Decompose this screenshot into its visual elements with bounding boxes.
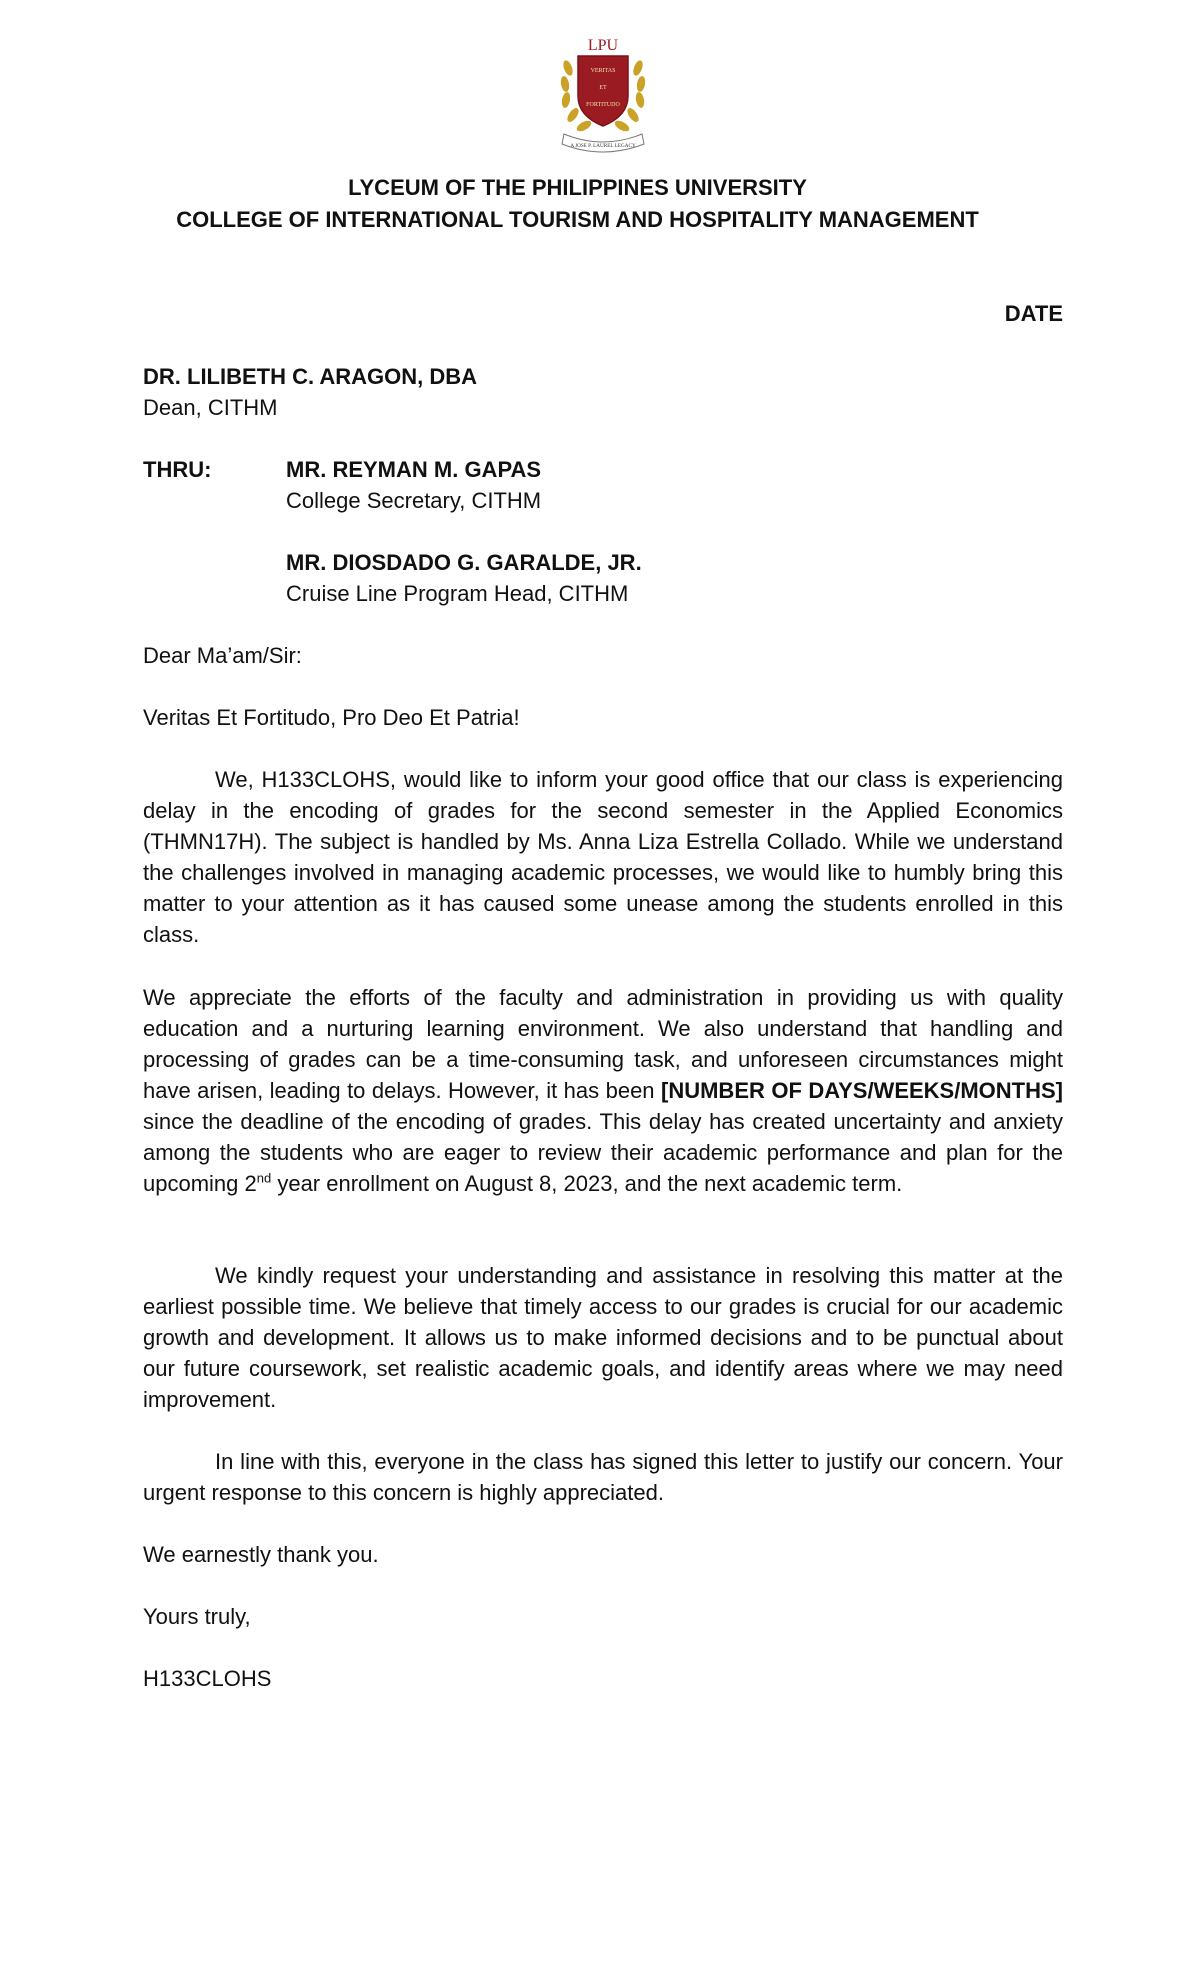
thru-person-2 bbox=[286, 547, 986, 609]
letterhead-title bbox=[0, 172, 1155, 236]
paragraph-1: We, H133CLOHS, would like to inform your good office that our class is experiencing delay in the encoding of grades for the second semester in the Applied Economics (THMN17H). The subject is handled by Ms. Anna Liza Estrella Collado. While we understand the challenges involved in managing academic processes, we would like to humbly bring this matter to your attention as it has caused some unease among the students enrolled in this class. bbox=[143, 767, 1063, 947]
closing-thanks: We earnestly thank you. bbox=[143, 1542, 379, 1567]
logo-text: LPU bbox=[587, 37, 619, 54]
paragraph-2-text-b: since the deadline of the encoding of grades. This delay has created uncertainty and anxiety among the students who are eager to review their academic performance and plan for the upcoming 2 bbox=[143, 1109, 1063, 1196]
duration-placeholder: [NUMBER OF DAYS/WEEKS/MONTHS] bbox=[661, 1078, 1063, 1103]
logo-motto-mid: ET bbox=[599, 85, 607, 91]
logo-motto-bottom: FORTITUDO bbox=[586, 102, 620, 108]
paragraph-2 bbox=[143, 982, 1063, 1199]
paragraph-4: In line with this, everyone in the class has signed this letter to justify our concern. Your urgent response to this concern is highly appreciated. bbox=[143, 1449, 1063, 1505]
recipient-title: Dean, CITHM bbox=[143, 395, 278, 420]
greeting: Veritas Et Fortitudo, Pro Deo Et Patria! bbox=[143, 705, 520, 730]
thru-person-name: MR. REYMAN M. GAPAS bbox=[286, 457, 542, 482]
signatory: H133CLOHS bbox=[143, 1666, 272, 1691]
closing-sign-off: Yours truly, bbox=[143, 1604, 251, 1629]
shield-icon bbox=[578, 56, 628, 126]
paragraph-2-text-a: We appreciate the efforts of the faculty and administration in providing us with quality education and a nurturing learning environment. We also understand that handling and processing of grades can be a time-consuming task, and unforeseen circumstances might have arisen, leading to delays. However, it has been bbox=[143, 985, 1063, 1103]
lpu-seal-logo bbox=[556, 34, 650, 158]
thru-person-name: MR. DIOSDADO G. GARALDE, JR. bbox=[286, 550, 642, 575]
recipient-name: DR. LILIBETH C. ARAGON, DBA bbox=[143, 364, 478, 389]
salutation: Dear Ma’am/Sir: bbox=[143, 643, 302, 668]
thru-person-title: Cruise Line Program Head, CITHM bbox=[286, 581, 629, 606]
university-name: LYCEUM OF THE PHILIPPINES UNIVERSITY bbox=[348, 175, 807, 200]
ordinal-suffix: nd bbox=[256, 1170, 272, 1186]
college-name: COLLEGE OF INTERNATIONAL TOURISM AND HOSPITALITY MANAGEMENT bbox=[176, 207, 979, 232]
logo-ribbon-text: A JOSE P. LAUREL LEGACY bbox=[570, 143, 636, 149]
thru-label: THRU: bbox=[143, 457, 212, 482]
paragraph-2-text-c: year enrollment on August 8, 2023, and the next academic term. bbox=[271, 1171, 903, 1196]
logo-motto-top: VERITAS bbox=[590, 68, 616, 74]
thru-person-1 bbox=[286, 454, 986, 516]
date-placeholder: DATE bbox=[1004, 301, 1063, 326]
paragraph-3: We kindly request your understanding and assistance in resolving this matter at the earliest possible time. We believe that timely access to our grades is crucial for our academic growth and development. It allows us to make informed decisions and to be punctual about our future coursework, set realistic academic goals, and identify areas where we may need improvement. bbox=[143, 1263, 1063, 1412]
recipient-block bbox=[143, 361, 1063, 423]
thru-person-title: College Secretary, CITHM bbox=[286, 488, 542, 513]
